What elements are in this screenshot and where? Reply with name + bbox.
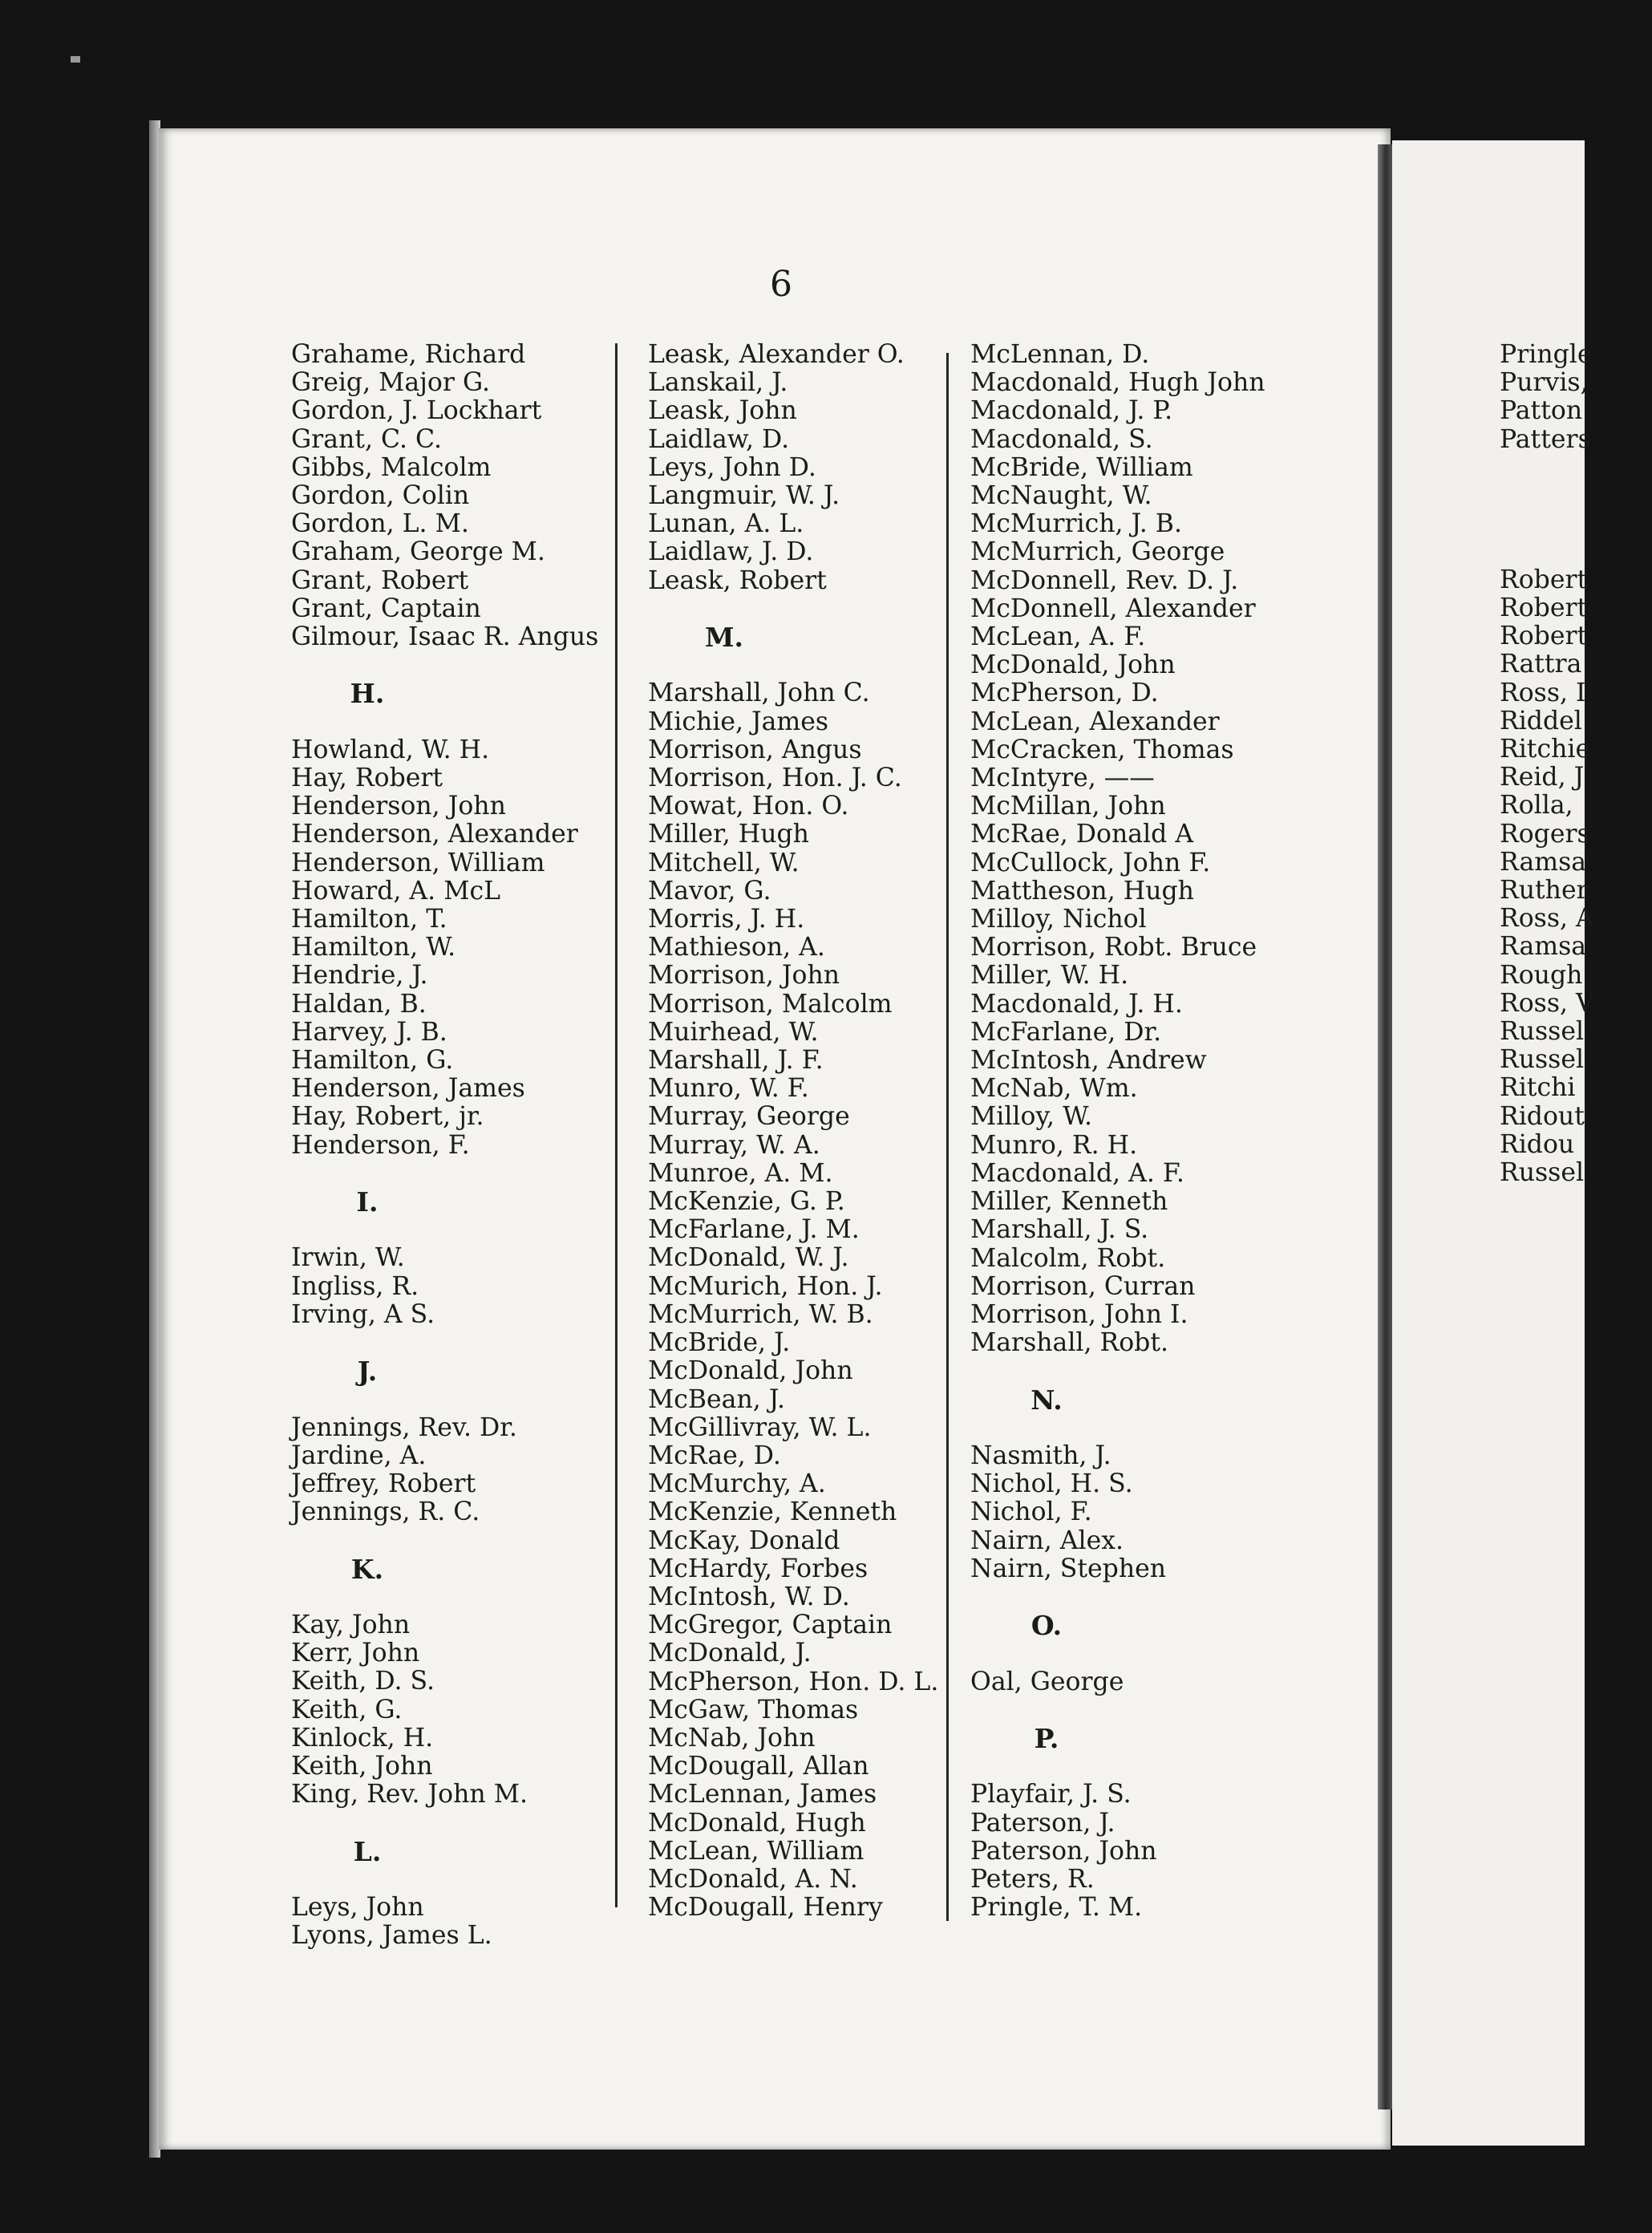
name-entry: McFarlane, J. M. — [648, 1215, 860, 1245]
section-letter: I. — [356, 1186, 379, 1218]
name-entry: McRae, Donald A — [970, 820, 1194, 849]
name-entry: Ross, I — [1500, 678, 1586, 707]
name-entry: Rolla, — [1500, 791, 1573, 821]
name-entry: McIntosh, Andrew — [970, 1046, 1207, 1076]
name-entry: Leys, John — [291, 1893, 424, 1923]
name-entry: Henderson, Alexander — [291, 820, 578, 849]
name-entry: Kinlock, H. — [291, 1723, 434, 1753]
name-entry: Rough — [1500, 960, 1583, 990]
name-entry: McDonald, John — [648, 1356, 853, 1386]
name-entry: Jennings, R. C. — [291, 1497, 480, 1527]
name-entry: Morris, J. H. — [648, 905, 805, 934]
name-entry: McDonald, A. N. — [648, 1864, 858, 1894]
name-column-2 — [648, 341, 993, 1922]
name-entry: Hay, Robert — [291, 764, 443, 793]
name-entry: Mattheson, Hugh — [970, 876, 1194, 906]
name-entry: McDonald, W. J. — [648, 1243, 849, 1273]
name-entry: Russel — [1500, 1158, 1585, 1188]
column-rule-2 — [946, 353, 949, 1921]
name-entry: Lyons, James L. — [291, 1921, 492, 1951]
name-entry: McPherson, Hon. D. L. — [648, 1667, 939, 1696]
name-entry: McFarlane, Dr. — [970, 1017, 1162, 1047]
name-entry: Morrison, Angus — [648, 735, 862, 764]
name-entry: Purvis, — [1500, 368, 1589, 398]
section-letter — [1500, 454, 1652, 566]
name-entry: Robert — [1500, 565, 1588, 594]
name-entry: McCullock, John F. — [970, 848, 1211, 877]
name-entry: Morrison, John — [648, 961, 840, 991]
name-entry: Morrison, Robt. Bruce — [970, 933, 1257, 962]
name-entry: McLean, William — [648, 1836, 864, 1866]
name-entry: Paterson, J. — [970, 1808, 1116, 1838]
name-entry: Mowat, Hon. O. — [648, 792, 849, 821]
name-entry: McNaught, W. — [970, 481, 1152, 511]
name-entry: Macdonald, J. P. — [970, 396, 1173, 426]
name-entry: Munro, W. F. — [648, 1074, 809, 1104]
name-entry: McDonald, John — [970, 650, 1176, 680]
name-entry: Pringle — [1500, 340, 1593, 369]
name-entry: Hendrie, J. — [291, 961, 428, 991]
name-entry: Miller, W. H. — [970, 961, 1129, 991]
name-entry: Macdonald, A. F. — [970, 1158, 1184, 1188]
name-entry: Grant, C. C. — [291, 424, 442, 454]
section-letter: O. — [1030, 1610, 1063, 1642]
name-entry: Lanskail, J. — [648, 368, 788, 398]
name-entry: McLennan, James — [648, 1780, 877, 1810]
name-entry: Michie, James — [648, 707, 829, 736]
name-column-1 — [291, 341, 636, 1951]
name-entry: McMurich, Hon. J. — [648, 1271, 883, 1301]
name-entry: McCracken, Thomas — [970, 735, 1234, 764]
name-entry: Paterson, John — [970, 1836, 1157, 1866]
name-entry: Murray, George — [648, 1102, 850, 1132]
section-letter: M. — [704, 622, 744, 654]
name-entry: Jardine, A. — [291, 1441, 427, 1470]
name-entry: Keith, John — [291, 1752, 433, 1781]
name-entry: Reid, J — [1500, 763, 1585, 792]
name-entry: Ross, V — [1500, 988, 1594, 1018]
section-letter: J. — [357, 1356, 378, 1388]
name-entry: McLennan, D. — [970, 340, 1150, 369]
name-entry: King, Rev. John M. — [291, 1780, 528, 1810]
section-letter: P. — [1034, 1722, 1059, 1754]
name-entry: Grant, Captain — [291, 594, 481, 623]
name-entry: Howland, W. H. — [291, 735, 490, 764]
name-entry: Marshall, J. F. — [648, 1046, 824, 1076]
name-entry: Hamilton, G. — [291, 1046, 454, 1076]
name-entry: Irving, A S. — [291, 1299, 435, 1329]
name-entry: McNab, John — [648, 1723, 816, 1753]
name-entry: Marshall, J. S. — [970, 1215, 1149, 1245]
column-rule-1 — [615, 343, 617, 1907]
name-entry: Nairn, Stephen — [970, 1554, 1167, 1583]
name-entry: Keith, D. S. — [291, 1667, 435, 1696]
name-entry: Lunan, A. L. — [648, 509, 804, 539]
name-entry: Laidlaw, D. — [648, 424, 790, 454]
name-entry: Leys, John D. — [648, 452, 816, 482]
facing-page-column — [1500, 341, 1620, 1187]
name-entry: McRae, D. — [648, 1441, 781, 1470]
name-entry: McKay, Donald — [648, 1526, 840, 1555]
name-column-3 — [970, 341, 1315, 1922]
name-entry: Jeffrey, Robert — [291, 1469, 476, 1499]
name-entry: Langmuir, W. J. — [648, 481, 840, 511]
name-entry: Gordon, L. M. — [291, 509, 469, 539]
name-entry: Irwin, W. — [291, 1243, 405, 1273]
name-entry: Hamilton, T. — [291, 905, 447, 934]
name-entry: Ritchi — [1500, 1073, 1576, 1103]
name-entry: Leask, Robert — [648, 565, 827, 595]
name-entry: Mathieson, A. — [648, 933, 825, 962]
book-gutter — [1378, 144, 1392, 2109]
name-entry: Ruther — [1500, 876, 1589, 906]
name-entry: McIntosh, W. D. — [648, 1582, 850, 1611]
name-entry: McGaw, Thomas — [648, 1695, 859, 1724]
name-entry: Macdonald, Hugh John — [970, 368, 1265, 398]
name-entry: Macdonald, J. H. — [970, 989, 1183, 1019]
name-entry: Munro, R. H. — [970, 1130, 1138, 1160]
section-letter: L. — [353, 1835, 382, 1867]
name-entry: Peters, R. — [970, 1864, 1095, 1894]
name-entry: McBean, J. — [648, 1384, 785, 1414]
name-entry: Nasmith, J. — [970, 1441, 1111, 1470]
name-entry: Jennings, Rev. Dr. — [291, 1412, 517, 1442]
name-entry: Pringle, T. M. — [970, 1893, 1143, 1923]
name-entry: Marshall, Robt. — [970, 1328, 1169, 1358]
name-entry: Milloy, Nichol — [970, 905, 1147, 934]
name-entry: Henderson, F. — [291, 1130, 470, 1160]
name-entry: Ridout — [1500, 1101, 1585, 1131]
name-entry: McHardy, Forbes — [648, 1554, 869, 1583]
name-entry: McDougall, Henry — [648, 1893, 883, 1923]
name-entry: Miller, Kenneth — [970, 1187, 1168, 1217]
name-entry: Marshall, John C. — [648, 679, 870, 708]
name-entry: Leask, John — [648, 396, 797, 426]
name-entry: Riddel — [1500, 706, 1582, 736]
section-letter: K. — [350, 1553, 384, 1585]
name-entry: Mitchell, W. — [648, 848, 800, 877]
name-entry: Ingliss, R. — [291, 1271, 419, 1301]
name-entry: Keith, G. — [291, 1695, 403, 1724]
name-entry: McDonnell, Alexander — [970, 594, 1256, 623]
name-entry: Henderson, James — [291, 1074, 525, 1104]
name-entry: Macdonald, S. — [970, 424, 1153, 454]
name-entry: Hamilton, W. — [291, 933, 456, 962]
name-entry: Gibbs, Malcolm — [291, 452, 492, 482]
section-letter: N. — [1030, 1384, 1063, 1416]
name-entry: McDonald, Hugh — [648, 1808, 866, 1838]
name-entry: Patton — [1500, 396, 1583, 426]
name-entry: Haldan, B. — [291, 989, 427, 1019]
scan-speck — [71, 56, 80, 63]
name-entry: Laidlaw, J. D. — [648, 537, 814, 567]
name-entry: Miller, Hugh — [648, 820, 809, 849]
name-entry: Grant, Robert — [291, 565, 469, 595]
name-entry: Gordon, Colin — [291, 481, 470, 511]
name-entry: Nairn, Alex. — [970, 1526, 1124, 1555]
name-entry: McBride, J. — [648, 1328, 791, 1358]
name-entry: McDougall, Allan — [648, 1752, 869, 1781]
name-entry: Henderson, John — [291, 792, 506, 821]
name-entry: Ramsa — [1500, 932, 1587, 962]
name-entry: Graham, George M. — [291, 537, 545, 567]
name-entry: Mavor, G. — [648, 876, 771, 906]
name-entry: Ritchie — [1500, 735, 1591, 764]
name-entry: Henderson, William — [291, 848, 545, 877]
name-entry: Ridou — [1500, 1129, 1575, 1159]
name-entry: McMurrich, George — [970, 537, 1225, 567]
name-entry: McBride, William — [970, 452, 1193, 482]
name-entry: McLean, Alexander — [970, 707, 1220, 736]
name-entry: Malcolm, Robt. — [970, 1243, 1166, 1273]
name-entry: Howard, A. McL — [291, 876, 501, 906]
name-entry: Ross, A — [1500, 904, 1594, 934]
page-number: 6 — [770, 264, 792, 305]
name-entry: Morrison, Malcolm — [648, 989, 893, 1019]
name-entry: McKenzie, Kenneth — [648, 1497, 897, 1527]
name-entry: Muirhead, W. — [648, 1017, 819, 1047]
name-entry: Morrison, Curran — [970, 1271, 1196, 1301]
name-entry: McPherson, D. — [970, 679, 1159, 708]
name-entry: Nichol, H. S. — [970, 1469, 1133, 1499]
name-entry: McKenzie, G. P. — [648, 1187, 845, 1217]
name-entry: McMurchy, A. — [648, 1469, 826, 1499]
name-entry: Russel — [1500, 1017, 1585, 1047]
name-entry: Nichol, F. — [970, 1497, 1092, 1527]
name-entry: McGregor, Captain — [648, 1611, 893, 1640]
name-entry: Leask, Alexander O. — [648, 340, 905, 369]
name-entry: Morrison, John I. — [970, 1299, 1188, 1329]
name-entry: Ramsa — [1500, 847, 1587, 877]
name-entry: Gilmour, Isaac R. Angus — [291, 622, 599, 652]
name-entry: Murray, W. A. — [648, 1130, 820, 1160]
section-letter: H. — [350, 678, 385, 710]
name-entry: Rattra — [1500, 650, 1582, 679]
name-entry: Gordon, J. Lockhart — [291, 396, 542, 426]
name-entry: Rogers — [1500, 819, 1590, 849]
name-entry: Robert — [1500, 594, 1588, 623]
name-entry: Munroe, A. M. — [648, 1158, 833, 1188]
name-entry: McDonnell, Rev. D. J. — [970, 565, 1239, 595]
name-entry: Harvey, J. B. — [291, 1017, 447, 1047]
name-entry: McMillan, John — [970, 792, 1166, 821]
name-entry: McGillivray, W. L. — [648, 1412, 872, 1442]
name-entry: Kay, John — [291, 1611, 411, 1640]
name-entry: Greig, Major G. — [291, 368, 491, 398]
name-entry: McIntyre, —— — [970, 764, 1155, 793]
name-entry: McDonald, J. — [648, 1639, 812, 1668]
name-entry: Robert — [1500, 622, 1588, 651]
name-entry: McMurrich, W. B. — [648, 1299, 873, 1329]
name-entry: Oal, George — [970, 1667, 1124, 1696]
name-entry: McMurrich, J. B. — [970, 509, 1182, 539]
name-entry: McLean, A. F. — [970, 622, 1146, 652]
name-entry: Patters — [1500, 424, 1591, 454]
name-entry: McNab, Wm. — [970, 1074, 1138, 1104]
name-entry: Russel — [1500, 1045, 1585, 1075]
name-entry: Grahame, Richard — [291, 340, 526, 369]
name-entry: Kerr, John — [291, 1639, 420, 1668]
name-entry: Hay, Robert, jr. — [291, 1102, 484, 1132]
name-entry: Playfair, J. S. — [970, 1780, 1132, 1810]
name-entry: Morrison, Hon. J. C. — [648, 764, 902, 793]
name-entry: Milloy, W. — [970, 1102, 1092, 1132]
